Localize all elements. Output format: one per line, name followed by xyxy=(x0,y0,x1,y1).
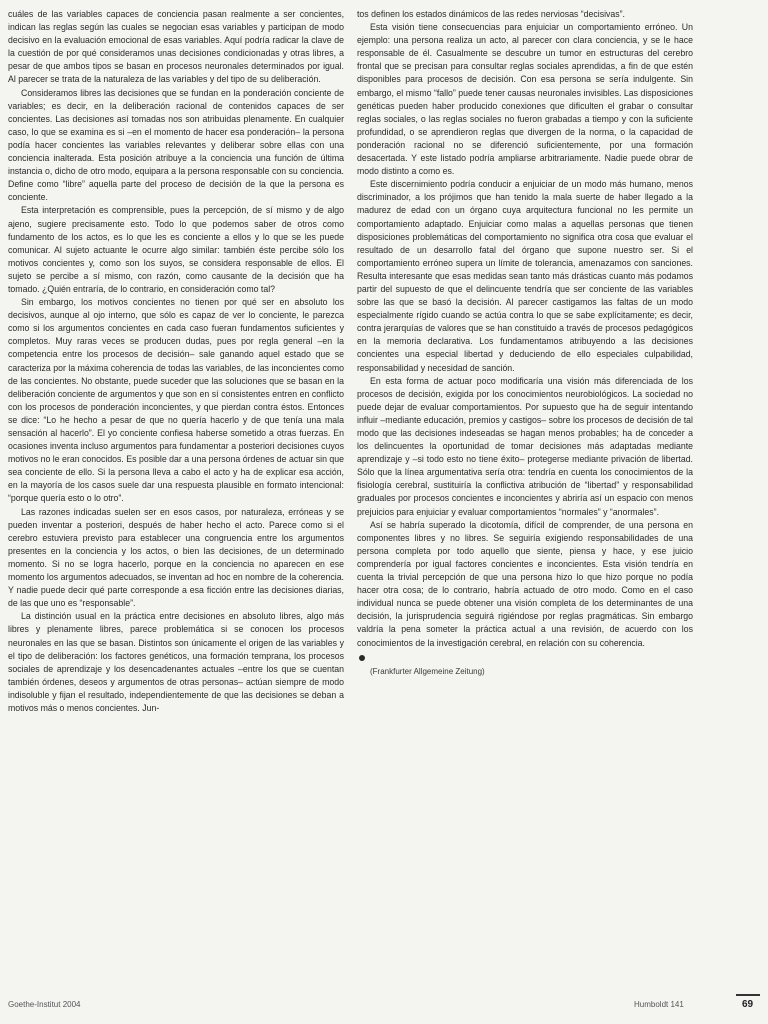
paragraph: Así se habría superado la dicotomía, difícil de comprender, de una persona en componentes libres y no libres. Se seguiría exigiendo responsabilidades de una persona completa por todo aquello que siente, piensa y hace, y ese juicio comprendería por igual factores concientes e inconcientes. Esta visión tendría en cuenta la trivial percepción de que una persona hizo lo que hizo porque no podía hacer otra cosa; de lo contrario, habría actuado de otro modo. Como en el caso individual nunca se puede obtener una visión completa de los determinantes de una decisión, la jurisprudencia seguirá rigiéndose por reglas pragmáticas. Sin embargo valdría la pena someter la práctica actual a una revisión, de acuerdo con los conocimientos de la investigación cerebral, en relación con su coherencia. xyxy=(357,519,693,648)
paragraph: Las razones indicadas suelen ser en esos casos, por naturaleza, erróneas y se pueden inventar a posteriori, después de haber hecho el acto. Parece como si el cerebro estuviera previsto para establecer una congruencia entre los argumentos presentes en la conciencia y los actos, o bien las decisiones, de un determinado momento. Si no se logra hacerlo, porque en la conciencia no aparecen en ese momento los argumentos adecuados, se inventan ad hoc en nombre de la coherencia. Y nadie puede decir qué parte corresponde a esa ficción entre las decisiones diarias, de las que uno es “responsable”. xyxy=(8,506,344,609)
source-credit: (Frankfurter Allgemeine Zeitung) xyxy=(370,666,485,676)
paragraph: Este discernimiento podría conducir a enjuiciar de un modo más humano, menos discriminador, a los prójimos que han tenido la mala suerte de haber llegado a la madurez de edad con un órgano cuya arquitectura funcional no les permite un comportamiento adaptado. Enjuiciar como malas a aquellas personas que tienen disposiciones problemáticas del comportamiento no significa otra cosa que evaluar el resultado de un desarrollo fatal del órgano que supone nuestro ser. Si el comportamiento erróneo supera un límite de tolerancia, amenazamos con sanciones. Resulta interesante que esas medidas sean tanto más drásticas cuanto más podamos partir del supuesto de que el delincuente tendría que ser conciente de las variables sobre las que se basó la decisión. Al parecer castigamos las faltas de un modo especialmente rígido cuando se actúa contra lo que se sabe explícitamente; es decir, contra jerarquías de valores que se han constituido a través de procesos pedagógicos en la memoria declarativa. Los fundamentamos atribuyendo a las decisiones concientes una especial libertad y deduciendo de ello especiales culpabilidad, responsabilidad y necesidad de sanción. xyxy=(357,179,693,373)
end-bullet-icon xyxy=(357,650,693,665)
paragraph: En esta forma de actuar poco modificaría una visión más diferenciada de los procesos de decisión, exigida por los conocimientos neurobiológicos. La sociedad no puede dejar de evaluar comportamientos. Por supuesto que ha de seguir intentando influir –mediante educación, premios y castigos– sobre los procesos de decisión de tal modo que las decisiones indeseadas se hagan menos probables; ha de conceder a los delincuentes la oportunidad de tomar decisiones más adaptadas mediante aprendizaje y –si todo esto no tiene éxito– protegerse mediante privación de libertad. Sólo que la línea argumentativa sería otra: tendría en cuenta los conocimientos de la fisiología cerebral, sustituiría la conflictiva atribución de “libertad” y responsabilidad graduales por procesos concientes e inconcientes y abriría así un espacio con menos prejuicios para enjuiciar y evaluar comportamientos “normales” y “anormales”. xyxy=(357,375,693,517)
paragraph: Sin embargo, los motivos concientes no tienen por qué ser en absoluto los decisivos, aunque al ojo interno, que sólo es capaz de ver lo conciente, le parezca como si los argumentos concientes en cada caso fueran fundamentos suficientes y completos. Muy raras veces se producen dudas, pues por regla general –en la competencia entre los procesos de decisión– sale ganando aquel estado que se caracteriza por la máxima coherencia de todas las variables, de las inconcientes como de las concientes. No obstante, puede suceder que las soluciones que se basan en la deliberación conciente de argumentos y que son en sí consistentes entren en conflicto con los procesos de ponderación inconcientes, y que pierdan contra éstos. Entonces se dice: “Lo he hecho a pesar de que no quería hacerlo y de que tenía una mala sensación al hacerlo”. El yo conciente confiesa haberse sometido a otras fuerzas. En ocasiones inventa incluso argumentos para fundamentar a posteriori decisiones cuyos motivos no le eran conocidos. Es posible dar a una persona órdenes de actuar sin que sea conciente de ello. Si la persona lleva a cabo el acto y ha de explicar esa acción, en la mayoría de los casos suele dar una respuesta plausible en formato intencional: “porque quería esto o lo otro”. xyxy=(8,297,344,504)
paragraph: Esta visión tiene consecuencias para enjuiciar un comportamiento erróneo. Un ejemplo: una persona realiza un acto, al parecer con clara conciencia, y se le hace responsable de él. Casualmente se descubre un tumor en estructuras del cerebro frontal que se precisan para consultar reglas sociales aprendidas, a fin de que estén disponibles para procesos de decisión. Con esa persona se sería indulgente. Sin embargo, el mismo “fallo” puede tener causas neuronales invisibles. Las disposiciones genéticas pueden haber producido conexiones que dificulten el grabar o consultar reglas sociales, o las reglas sociales no fueron grabadas a tiempo y con la suficiente profundidad, o se aprendieron reglas que divergen de la norma, o la capacidad de ponderación racional no se diferenció suficientemente, por una formación desacertada. Y este listado podría ampliarse arbitrariamente. Nadie puede obrar de modo distinto a como es. xyxy=(357,22,693,177)
paragraph: Consideramos libres las decisiones que se fundan en la ponderación conciente de variables; es decir, en la deliberación racional de contenidos capaces de ser concientes. Las decisiones así tomadas nos son atribuidas plenamente. En cualquier caso, lo que se examina es si –en el momento de hacer esa ponderación– la persona podía hacer concientes las variables relevantes y deliberar sobre ellas con una conciencia inalterada. Esta posición atribuye a la conciencia una función de última instancia o, dicho de otro modo, equipara a la persona responsable con su conciencia. Define como “libre” aquella parte del proceso de decisión de la que la persona es conciente. xyxy=(8,87,344,203)
paragraph: tos definen los estados dinámicos de las redes nerviosas “decisivas”. xyxy=(357,9,625,19)
page-number: 69 xyxy=(742,999,754,1010)
footer-magazine: Humboldt 141 xyxy=(634,1000,684,1009)
paragraph: cuáles de las variables capaces de conciencia pasan realmente a ser concientes, indican las reglas según las cuales se negocian esas variables y participan de modo decisivo en la evaluación emocional de esas variables. Aquí podría radicar la clave de la cuestión de por qué consideramos unas decisiones condicionadas y otras libres, a pesar de que ambos tipos se basan en procesos neuronales determinados por igual. Al parecer se trata de la naturaleza de las variables y del tipo de su deliberación. xyxy=(8,9,344,85)
right-text-column xyxy=(357,8,693,678)
left-text-column xyxy=(8,8,344,715)
page-number-rule xyxy=(736,994,760,996)
paragraph: Esta interpretación es comprensible, pues la percepción, de sí mismo y de algo ajeno, sugiere precisamente esto. Todo lo que podemos saber de otros como fundamento de los actos, es lo que les es conciente a ellos y lo que se les puede comunicar. Al sujeto actuante le ocurre algo similar: también éste percibe sólo los motivos concientes y, como son los suyos, se considera responsable de ellos. El sujeto se percibe a sí mismo, con razón, como causante de la decisión que ha tomado. ¿Quién entraría, de lo contrario, en consideración como tal? xyxy=(8,205,344,294)
footer-publisher: Goethe-Institut 2004 xyxy=(8,1000,81,1009)
paragraph: La distinción usual en la práctica entre decisiones en absoluto libres, algo más libres y plenamente libres, parece problemática si se conocen los procesos neuronales en las que se basan. Distintos son únicamente el origen de las variables y el tipo de deliberación: los factores genéticos, una formación temprana, los procesos sociales de aprendizaje y los desencadenantes actuales –entre los que se cuentan también órdenes, deseos y argumentos de otras personas– actúan siempre de modo indisoluble y fijan el resultado, independientemente de que las decisiones se deban a motivos más o menos concientes. Jun- xyxy=(8,611,344,713)
